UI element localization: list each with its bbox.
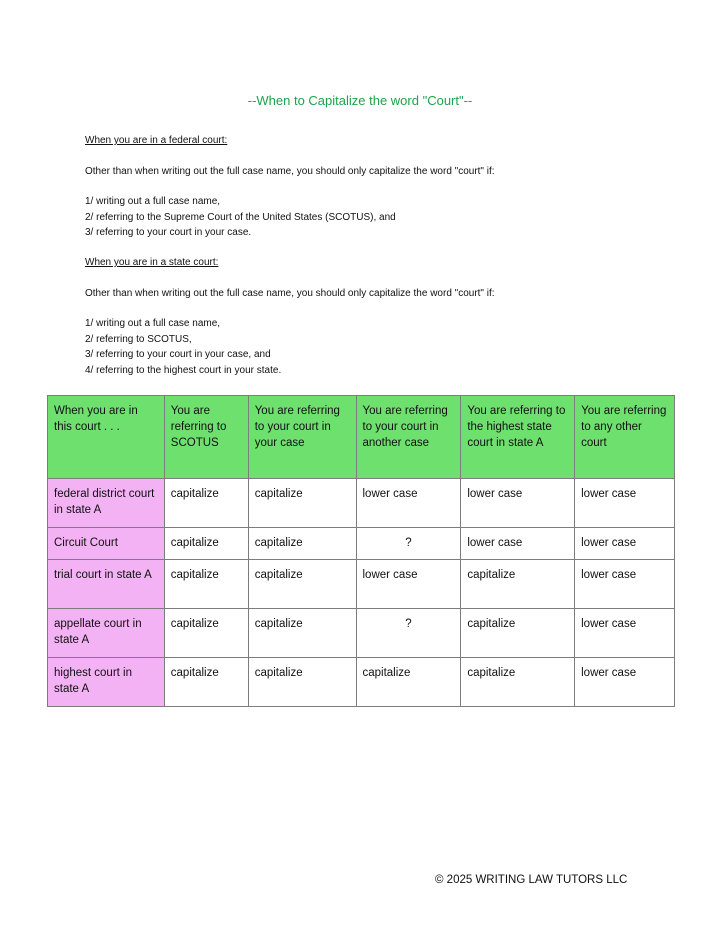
federal-item-2: 2/ referring to the Supreme Court of the United States (SCOTUS), and [85, 211, 396, 223]
page-title: --When to Capitalize the word "Court"-- [247, 93, 473, 108]
table-cell: capitalize [164, 658, 248, 707]
table-header-row [48, 396, 675, 479]
table-cell: capitalize [248, 479, 356, 528]
table-cell: capitalize [164, 479, 248, 528]
table-cell: capitalize [461, 658, 575, 707]
table-header-cell: When you are in this court . . . [48, 396, 165, 479]
table-row [48, 528, 675, 560]
table-cell: capitalize [248, 528, 356, 560]
table-header-cell: You are referring to your court in another case [356, 396, 461, 479]
table-header-cell: You are referring to any other court [575, 396, 675, 479]
table-cell: lower case [356, 479, 461, 528]
table-row [48, 560, 675, 609]
table-header-cell: You are referring to your court in your case [248, 396, 356, 479]
table-cell: lower case [461, 479, 575, 528]
table-cell: ? [356, 528, 461, 560]
copyright-footer: © 2025 WRITING LAW TUTORS LLC [435, 874, 628, 886]
table-cell: capitalize [461, 609, 575, 658]
table-header-cell: You are referring to the highest state court in state A [461, 396, 575, 479]
capitalization-table [47, 395, 675, 707]
state-item-1: 1/ writing out a full case name, [85, 318, 221, 329]
table-row [48, 479, 675, 528]
state-item-3: 3/ referring to your court in your case, and [85, 349, 271, 360]
table-cell: capitalize [248, 658, 356, 707]
row-header-cell: appellate court in state A [48, 609, 165, 658]
table-cell: capitalize [248, 560, 356, 609]
table-cell: capitalize [248, 609, 356, 658]
row-header-cell: Circuit Court [48, 528, 165, 560]
federal-heading: When you are in a federal court: [85, 135, 228, 146]
row-header-cell: federal district court in state A [48, 479, 165, 528]
row-header-cell: trial court in state A [48, 560, 165, 609]
table-row [48, 609, 675, 658]
state-item-2: 2/ referring to SCOTUS, [85, 333, 192, 345]
table-cell: capitalize [164, 560, 248, 609]
federal-item-3: 3/ referring to your court in your case. [85, 227, 252, 238]
table-cell: lower case [575, 658, 675, 707]
table-cell: capitalize [356, 658, 461, 707]
table-cell: lower case [575, 528, 675, 560]
table-cell: lower case [575, 479, 675, 528]
state-list [85, 316, 675, 378]
state-intro: Other than when writing out the full case name, you should only capitalize the word "court" if: [85, 287, 495, 299]
state-heading: When you are in a state court: [85, 257, 219, 268]
federal-item-1: 1/ writing out a full case name, [85, 196, 221, 207]
table-cell: capitalize [461, 560, 575, 609]
state-item-4: 4/ referring to the highest court in your state. [85, 364, 282, 376]
table-row [48, 658, 675, 707]
table-cell: lower case [575, 609, 675, 658]
state-section [85, 255, 675, 378]
row-header-cell: highest court in state A [48, 658, 165, 707]
table-cell: capitalize [164, 609, 248, 658]
table-header-cell: You are referring to SCOTUS [164, 396, 248, 479]
table-cell: ? [356, 609, 461, 658]
table-cell: lower case [461, 528, 575, 560]
table-cell: lower case [575, 560, 675, 609]
federal-list [85, 194, 675, 241]
table-cell: lower case [356, 560, 461, 609]
federal-intro: Other than when writing out the full case name, you should only capitalize the word "court" if: [85, 165, 495, 177]
federal-section [85, 133, 675, 241]
table-cell: capitalize [164, 528, 248, 560]
